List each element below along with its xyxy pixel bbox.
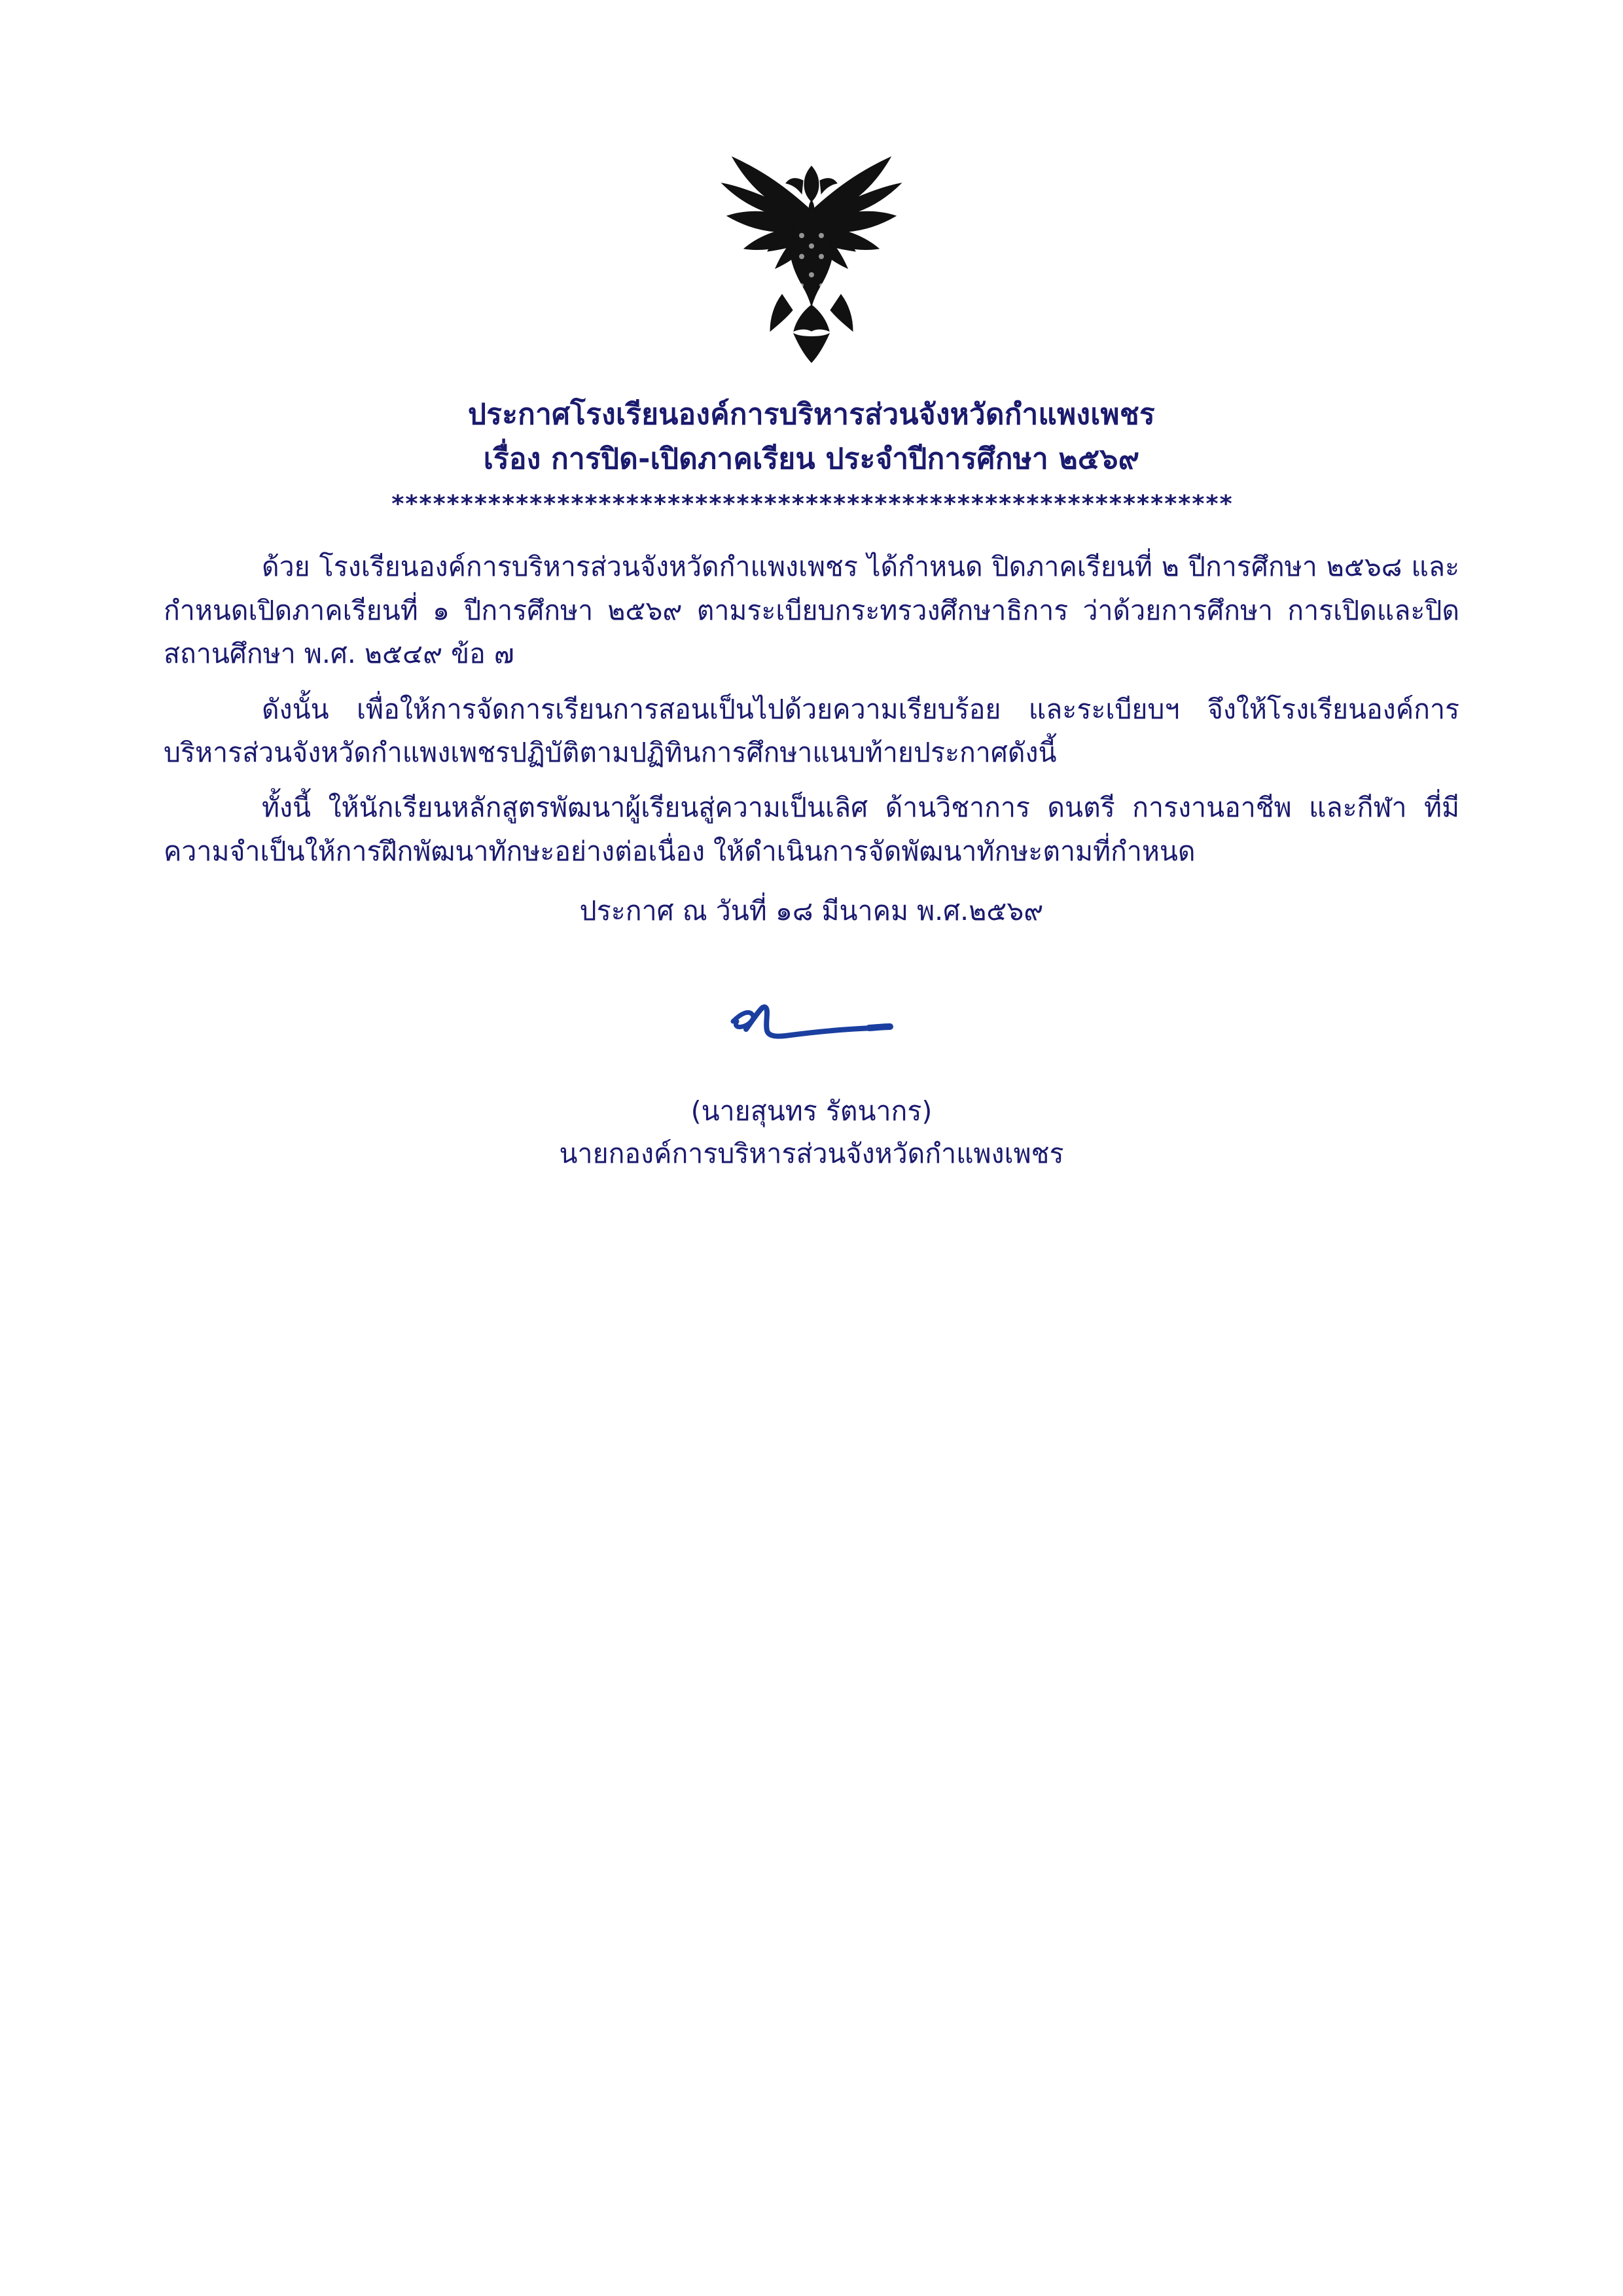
star-divider: ************************************************************* bbox=[390, 491, 1233, 518]
signer-name: (นายสุนทร รัตนากร) bbox=[690, 1095, 933, 1127]
document-heading bbox=[164, 393, 1459, 518]
garuda-emblem bbox=[704, 137, 919, 370]
signature-container bbox=[164, 992, 1459, 1070]
paragraph-1: ด้วย โรงเรียนองค์การบริหารส่วนจังหวัดกำแพงเพชร ได้กำหนด ปิดภาคเรียนที่ ๒ ปีการศึกษา ๒๕๖๘ และกำหนดเปิดภาคเรียนที่ ๑ ปีการศึกษา ๒๕๖๙ ตามระเบียบกระทรวงศึกษาธิการ ว่าด้วยการศึกษา การเปิดและปิดสถานศึกษา พ.ศ. ๒๕๔๙ ข้อ ๗ bbox=[164, 551, 1459, 670]
handwritten-signature bbox=[707, 995, 916, 1067]
announce-date: ประกาศ ณ วันที่ ๑๘ มีนาคม พ.ศ.๒๕๖๙ bbox=[579, 895, 1044, 927]
announcement-title-line1: ประกาศโรงเรียนองค์การบริหารส่วนจังหวัดกำแพงเพชร bbox=[468, 398, 1155, 431]
signer-title: นายกองค์การบริหารส่วนจังหวัดกำแพงเพชร bbox=[559, 1138, 1064, 1170]
emblem-container bbox=[164, 137, 1459, 386]
paragraph-3: ทั้งนี้ ให้นักเรียนหลักสูตรพัฒนาผู้เรียนสู่ความเป็นเลิศ ด้านวิชาการ ดนตรี การงานอาชีพ และกีฬา ที่มีความจำเป็นให้การฝึกพัฒนาทักษะอย่างต่อเนื่อง ให้ดำเนินการจัดพัฒนาทักษะตามที่กำหนด bbox=[164, 792, 1459, 867]
announcement-title-line2: เรื่อง การปิด-เปิดภาคเรียน ประจำปีการศึกษา ๒๕๖๙ bbox=[483, 442, 1140, 476]
paragraph-2: ดังนั้น เพื่อให้การจัดการเรียนการสอนเป็นไปด้วยความเรียบร้อย และระเบียบฯ จึงให้โรงเรียนองค์การบริหารส่วนจังหวัดกำแพงเพชรปฏิบัติตามปฏิทินการศึกษาแนบท้ายประกาศดังนี้ bbox=[164, 693, 1459, 768]
document-body bbox=[164, 545, 1459, 932]
signature-block bbox=[164, 992, 1459, 1176]
